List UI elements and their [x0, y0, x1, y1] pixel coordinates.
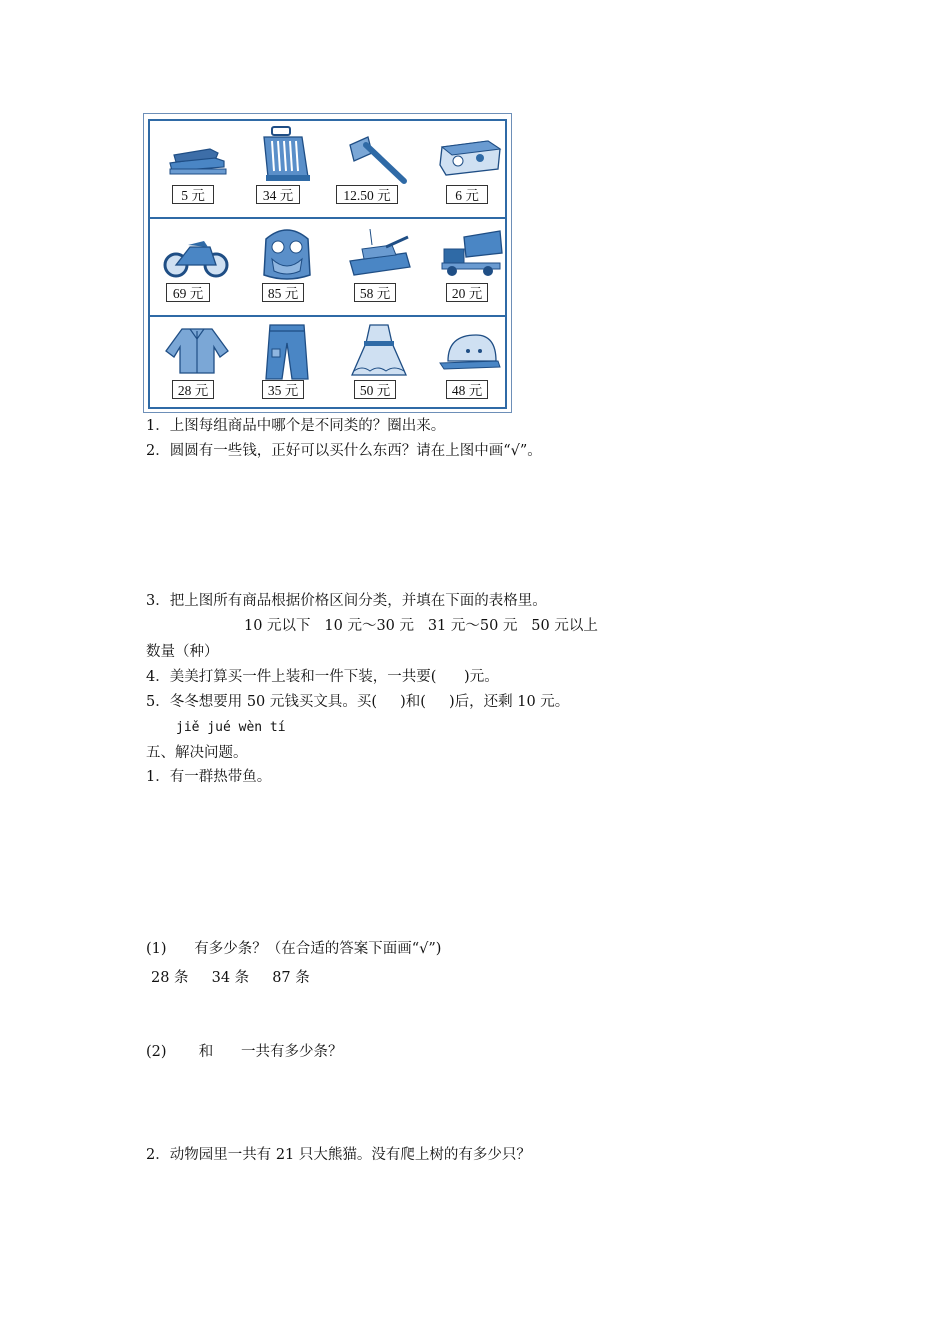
product-cell: [242, 317, 332, 410]
price-tag: 58 元: [354, 283, 396, 302]
price-tag: 20 元: [446, 283, 488, 302]
dress-icon: [342, 321, 416, 383]
product-cell: [242, 121, 332, 217]
product-cell: [242, 219, 332, 315]
jacket-icon: [160, 321, 234, 383]
price-range-table-header: 10 元以下 10 元～30 元 31 元～50 元 50 元以上: [244, 618, 598, 634]
answer-options: 28 条 34 条 87 条: [151, 970, 310, 986]
question-1: 1．上图每组商品中哪个是不同类的？圈出来。: [146, 418, 446, 434]
motorcycle-icon: [160, 223, 234, 285]
price-tag: 69 元: [166, 283, 210, 302]
product-cell: [334, 219, 424, 315]
product-row-clothing: [150, 315, 505, 410]
product-grid-frame: [148, 119, 507, 409]
question-3: 3．把上图所有商品根据价格区间分类，并填在下面的表格里。: [146, 593, 547, 609]
product-cell: [426, 121, 516, 217]
price-tag: 48 元: [446, 380, 488, 399]
problem-1-part-2: (2) 和 一共有多少条？: [146, 1044, 343, 1060]
question-5: 5．冬冬想要用 50 元钱买文具。买( )和( )后，还剩 10 元。: [146, 694, 570, 710]
product-cell: [152, 121, 242, 217]
tank-icon: [342, 223, 416, 285]
problem-1-part-1: (1) 有多少条？（在合适的答案下面画“√”): [146, 941, 442, 957]
price-tag: 6 元: [446, 185, 488, 204]
product-cell: [334, 317, 424, 410]
price-tag: 12.50 元: [336, 185, 398, 204]
question-4: 4．美美打算买一件上装和一件下装，一共要( )元。: [146, 669, 499, 685]
stapler-icon: [160, 125, 234, 187]
dump-truck-icon: [434, 223, 508, 285]
price-tag: 35 元: [262, 380, 304, 399]
price-tag: 28 元: [172, 380, 214, 399]
backpack-icon: [250, 223, 324, 285]
product-row-toys: [150, 217, 505, 315]
price-tag: 34 元: [256, 185, 300, 204]
question-2: 2．圆圆有一些钱，正好可以买什么东西？请在上图中画“√”。: [146, 443, 542, 459]
pencil-box-icon: [434, 125, 508, 187]
pencil-case-icon: [250, 125, 324, 187]
problem-2: 2．动物园里一共有 21 只大熊猫。没有爬上树的有多少只？: [146, 1147, 531, 1163]
axe-icon: [342, 125, 416, 187]
product-grid-figure: [143, 113, 512, 413]
product-cell: [426, 317, 516, 410]
product-cell: [426, 219, 516, 315]
product-cell: [334, 121, 424, 217]
problem-1: 1．有一群热带鱼。: [146, 769, 272, 785]
price-range-table-row-label: 数量（种）: [146, 644, 219, 660]
price-tag: 50 元: [354, 380, 396, 399]
cap-icon: [434, 321, 508, 383]
product-row-stationery: [150, 121, 505, 217]
product-cell: [152, 317, 242, 410]
pants-icon: [250, 321, 324, 383]
product-cell: [152, 219, 242, 315]
section-heading: 五、解决问题。: [146, 745, 248, 761]
price-tag: 85 元: [262, 283, 304, 302]
price-tag: 5 元: [172, 185, 214, 204]
pinyin-annotation: jiě jué wèn tí: [176, 720, 286, 735]
